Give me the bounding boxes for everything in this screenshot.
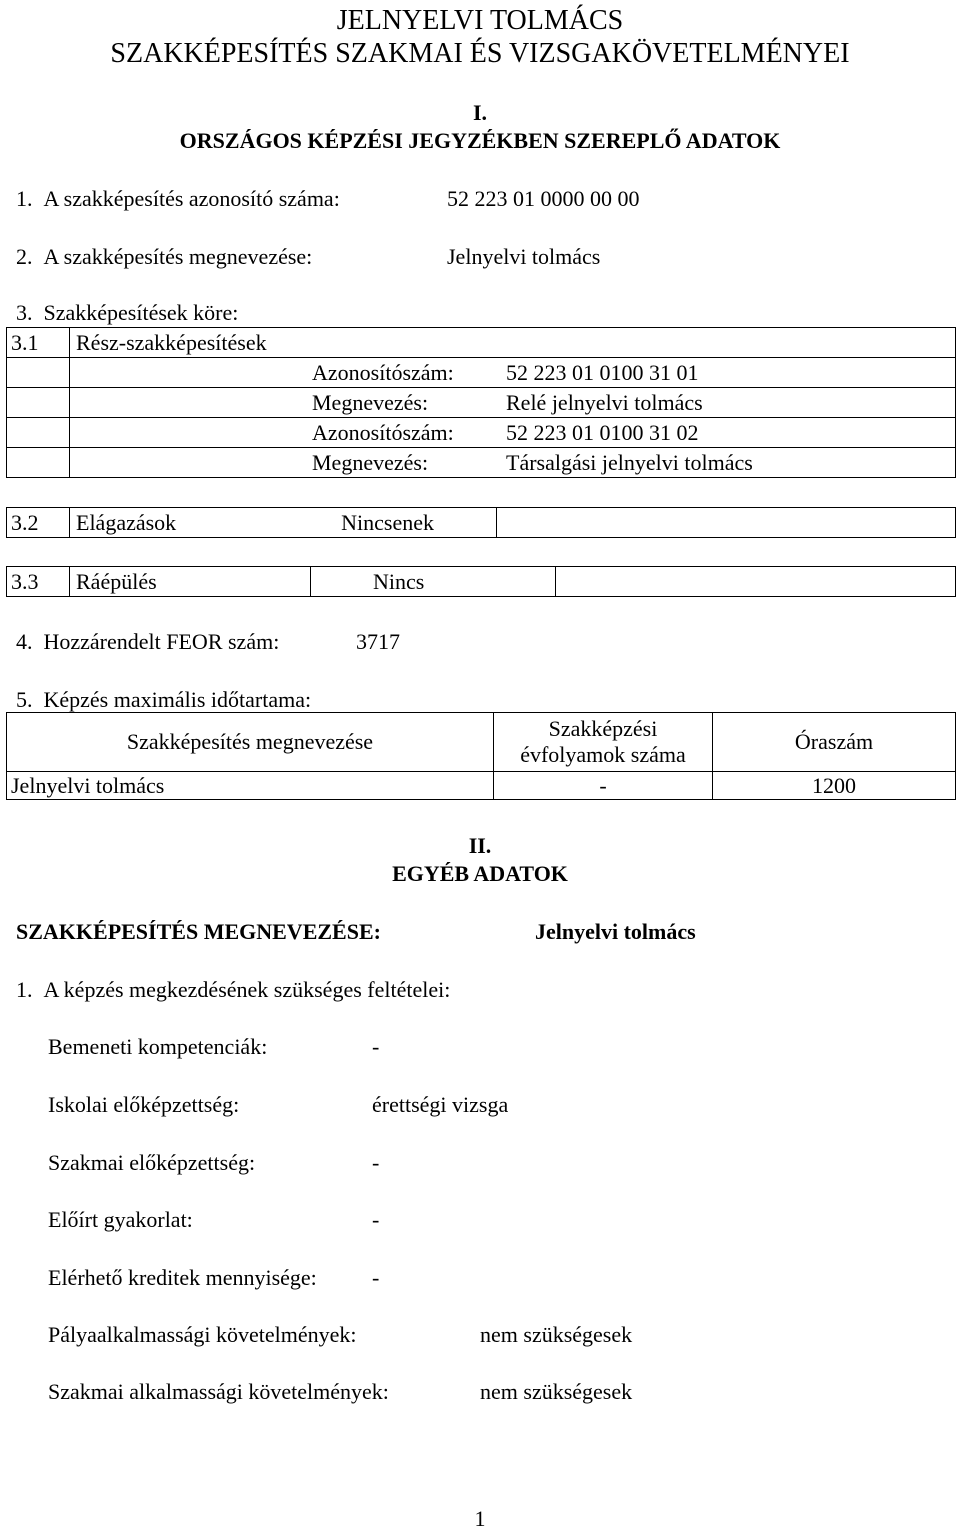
buildon-num: 3.3 (7, 567, 70, 597)
duration-header-grades-line1: Szakképzési (548, 715, 658, 741)
section-2-numeral: II. (468, 833, 492, 858)
partial-row-label: Azonosítószám: (312, 418, 506, 448)
prereq-label-career-aptitude: Pályaalkalmassági követelmények: (48, 1322, 357, 1347)
duration-header-name: Szakképesítés megnevezése (7, 713, 494, 772)
buildon-value: Nincs (311, 567, 556, 597)
prereq-label-input-competencies: Bemeneti kompetenciák: (48, 1034, 268, 1059)
duration-header-hours: Óraszám (713, 713, 956, 772)
partial-row-spacer (70, 358, 313, 388)
partial-row-value: 52 223 01 0100 31 02 (506, 418, 956, 448)
partial-title: Rész-szakképesítések (70, 328, 956, 358)
branches-empty-cell (497, 508, 956, 538)
prereq-value-input-competencies: - (372, 1034, 380, 1059)
prereq-label-professional-education: Szakmai előképzettség: (48, 1150, 256, 1175)
id-value: 52 223 01 0000 00 00 (447, 186, 640, 211)
id-label: 1. A szakképesítés azonosító száma: (16, 186, 340, 211)
feor-label: 4. Hozzárendelt FEOR szám: (16, 629, 280, 654)
branches-value: Nincsenek (341, 509, 435, 535)
partial-empty-cell (7, 448, 70, 478)
qualification-name-value: Jelnyelvi tolmács (535, 919, 696, 944)
prereq-label-professional-aptitude: Szakmai alkalmassági követelmények: (48, 1379, 389, 1404)
prereq-value-school-education: érettségi vizsga (372, 1092, 509, 1117)
partial-num: 3.1 (7, 328, 70, 358)
document-title-line1: JELNYELVI TOLMÁCS (336, 5, 624, 36)
prereq-value-professional-education: - (372, 1150, 380, 1175)
partial-qualifications-table (6, 327, 956, 478)
partial-row-label: Megnevezés: (312, 388, 506, 418)
feor-value: 3717 (356, 629, 400, 654)
prereq-label-credits: Elérhető kreditek mennyisége: (48, 1265, 317, 1290)
prereq-title: 1. A képzés megkezdésének szükséges feltételei: (16, 977, 451, 1002)
buildon-empty-cell (556, 567, 956, 597)
partial-row-spacer (70, 448, 313, 478)
branches-label-text: Elágazások (76, 509, 177, 535)
duration-label: 5. Képzés maximális időtartama: (16, 687, 312, 712)
duration-row-hours: 1200 (713, 772, 956, 800)
prereq-label-school-education: Iskolai előképzettség: (48, 1092, 240, 1117)
page-number: 1 (474, 1506, 486, 1531)
buildon-label: Ráépülés (70, 567, 311, 597)
prereq-value-career-aptitude: nem szükségesek (480, 1322, 633, 1347)
name-value: Jelnyelvi tolmács (447, 244, 601, 269)
name-label: 2. A szakképesítés megnevezése: (16, 244, 313, 269)
partial-row-value: Relé jelnyelvi tolmács (506, 388, 956, 418)
branches-label (70, 508, 497, 538)
partial-row-spacer (70, 388, 313, 418)
duration-row-grades: - (494, 772, 713, 800)
partial-empty-cell (7, 418, 70, 448)
duration-header-grades-line2: évfolyamok száma (520, 742, 686, 767)
branches-num: 3.2 (7, 508, 70, 538)
prereq-value-practice: - (372, 1207, 380, 1232)
partial-empty-cell (7, 388, 70, 418)
section-1-title: ORSZÁGOS KÉPZÉSI JEGYZÉKBEN SZEREPLŐ ADATOK (179, 128, 781, 153)
prereq-value-credits: - (372, 1265, 380, 1290)
partial-empty-cell (7, 358, 70, 388)
partial-row-spacer (70, 418, 313, 448)
partial-row-value: 52 223 01 0100 31 01 (506, 358, 956, 388)
partial-row-label: Megnevezés: (312, 448, 506, 478)
partial-row-value: Társalgási jelnyelvi tolmács (506, 448, 956, 478)
duration-header-grades (494, 713, 713, 772)
prereq-label-practice: Előírt gyakorlat: (48, 1207, 193, 1232)
scope-label: 3. Szakképesítések köre: (16, 300, 239, 325)
section-1-numeral: I. (472, 100, 488, 125)
prereq-value-professional-aptitude: nem szükségesek (480, 1379, 633, 1404)
partial-row-label: Azonosítószám: (312, 358, 506, 388)
qualification-name-label: SZAKKÉPESÍTÉS MEGNEVEZÉSE: (16, 919, 381, 944)
duration-table (6, 712, 956, 800)
document-title-line2: SZAKKÉPESÍTÉS SZAKMAI ÉS VIZSGAKÖVETELMÉNYEI (110, 38, 850, 69)
branches-table (6, 507, 956, 538)
duration-row-name: Jelnyelvi tolmács (7, 772, 494, 800)
buildon-table (6, 566, 956, 597)
section-2-title: EGYÉB ADATOK (392, 861, 568, 886)
